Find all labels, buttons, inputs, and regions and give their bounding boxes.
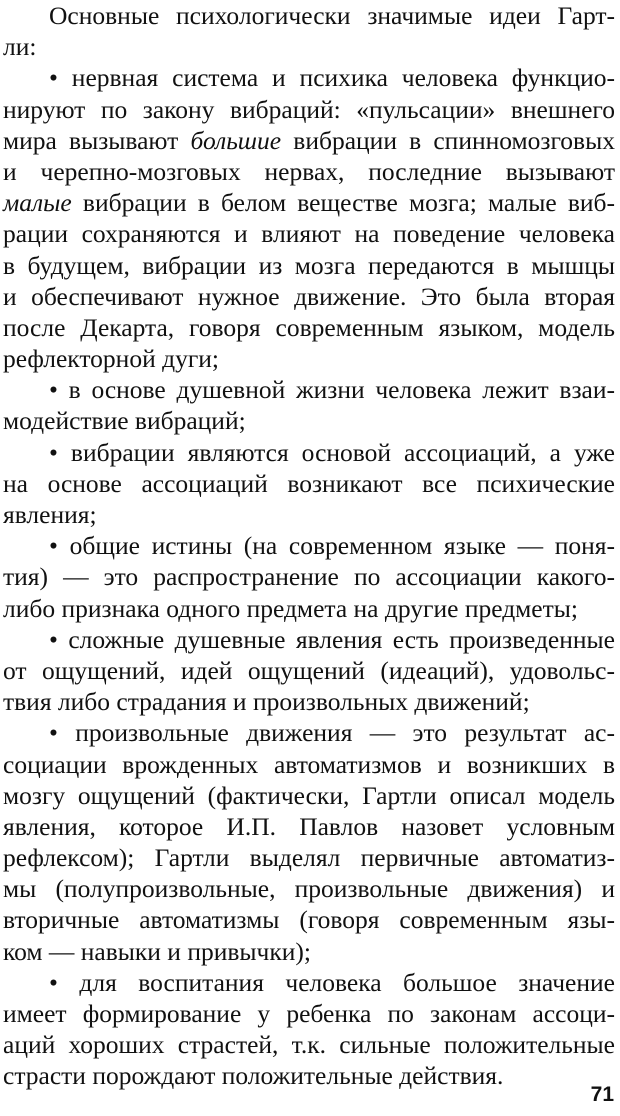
text-run: от ощущений, идей ощущений (идеаций), удовольс- [3, 655, 615, 685]
text-line [3, 936, 615, 967]
text-line [3, 904, 615, 935]
text-run: и обеспечивают нужное движение. Это была вторая [3, 281, 615, 311]
page-number: 71 [590, 1083, 614, 1106]
text-run: явления; [3, 500, 97, 529]
text-run: мозгу ощущений (фактически, Гартли описал модель [3, 780, 615, 810]
text-run: • сложные душевные явления есть произведенные [49, 624, 615, 654]
text-run: рефлекторной дуги; [3, 344, 220, 374]
italic-term: малые [3, 188, 72, 218]
text-line [3, 593, 615, 624]
paragraph-first-line [3, 0, 615, 31]
text-run: и черепно-мозговых нервах, последние вызывают [3, 156, 615, 186]
text-run: страсти порождают положительные действия. [3, 1061, 504, 1091]
text-run: ли: [3, 32, 37, 62]
paragraph-first-line [3, 374, 615, 405]
text-run: нируют по закону вибраций: «пульсации» внешнего [3, 94, 615, 124]
paragraph-first-line [3, 530, 615, 561]
text-run: ком — навыки и привычки); [3, 936, 311, 966]
text-line [3, 31, 615, 62]
text-run: рефлексом); Гартли выделял первичные автоматиз- [3, 843, 615, 873]
text-line [3, 1060, 615, 1091]
text-line [3, 94, 615, 125]
text-line [3, 561, 615, 592]
text-line [3, 998, 615, 1029]
text-run: на основе ассоциаций возникают все психические [3, 468, 615, 498]
text-run: аций хороших страстей, т.к. сильные положительные [3, 1030, 615, 1060]
text-run: имеет формирование у ребенка по законам ассоци- [3, 999, 615, 1028]
text-run: твия либо страдания и произвольных движений; [3, 687, 530, 717]
text-line [3, 655, 615, 686]
text-run: мы (полупроизвольные, произвольные движения) и [3, 874, 615, 904]
text-line [3, 125, 615, 156]
text-line [3, 749, 615, 780]
text-run: • нервная система и психика человека функцио- [49, 63, 615, 93]
paragraph-first-line [3, 624, 615, 655]
text-line [3, 218, 615, 249]
text-line [3, 156, 615, 187]
text-line [3, 873, 615, 904]
text-run: тия) — это распространение по ассоциации какого- [3, 562, 615, 592]
body-text [3, 0, 615, 1092]
text-run: явления, которое И.П. Павлов назовет условным [3, 811, 615, 841]
text-run: Основные психологически значимые идеи Гарт- [49, 1, 615, 30]
text-run: модействие вибраций; [3, 406, 246, 436]
text-line [3, 312, 615, 343]
text-run: мира вызывают [3, 125, 191, 155]
text-run: либо признака одного предмета на другие предметы; [3, 593, 578, 623]
text-line [3, 281, 615, 312]
paragraph-first-line [3, 967, 615, 998]
text-run: • в основе душевной жизни человека лежит взаи- [49, 375, 615, 405]
text-line [3, 686, 615, 717]
text-line [3, 811, 615, 842]
paragraph-first-line [3, 62, 615, 93]
text-line [3, 405, 615, 436]
paragraph-first-line [3, 717, 615, 748]
text-run: социации врожденных автоматизмов и возникших в [3, 749, 615, 779]
text-line [3, 842, 615, 873]
text-line [3, 250, 615, 281]
text-run: вторичные автоматизмы (говоря современным язы- [3, 905, 615, 935]
text-run: • для воспитания человека большое значение [49, 967, 615, 997]
text-run: • произвольные движения — это результат ас- [49, 718, 615, 748]
text-line [3, 1029, 615, 1060]
text-run: • общие истины (на современном языке — поня- [49, 531, 615, 561]
text-run: рации сохраняются и влияют на поведение человека [3, 219, 615, 249]
text-line [3, 187, 615, 218]
text-line [3, 780, 615, 811]
text-run: • вибрации являются основой ассоциаций, а уже [49, 437, 615, 467]
paragraph-first-line [3, 437, 615, 468]
text-line [3, 499, 615, 530]
text-line [3, 343, 615, 374]
text-line [3, 468, 615, 499]
text-run: вибрации в спинномозговых [281, 125, 615, 155]
text-run: в будущем, вибрации из мозга передаются в мышцы [3, 250, 615, 280]
text-run: после Декарта, говоря современным языком, модель [3, 312, 615, 342]
text-run: вибрации в белом веществе мозга; малые виб- [71, 188, 615, 218]
italic-term: большие [190, 125, 282, 155]
